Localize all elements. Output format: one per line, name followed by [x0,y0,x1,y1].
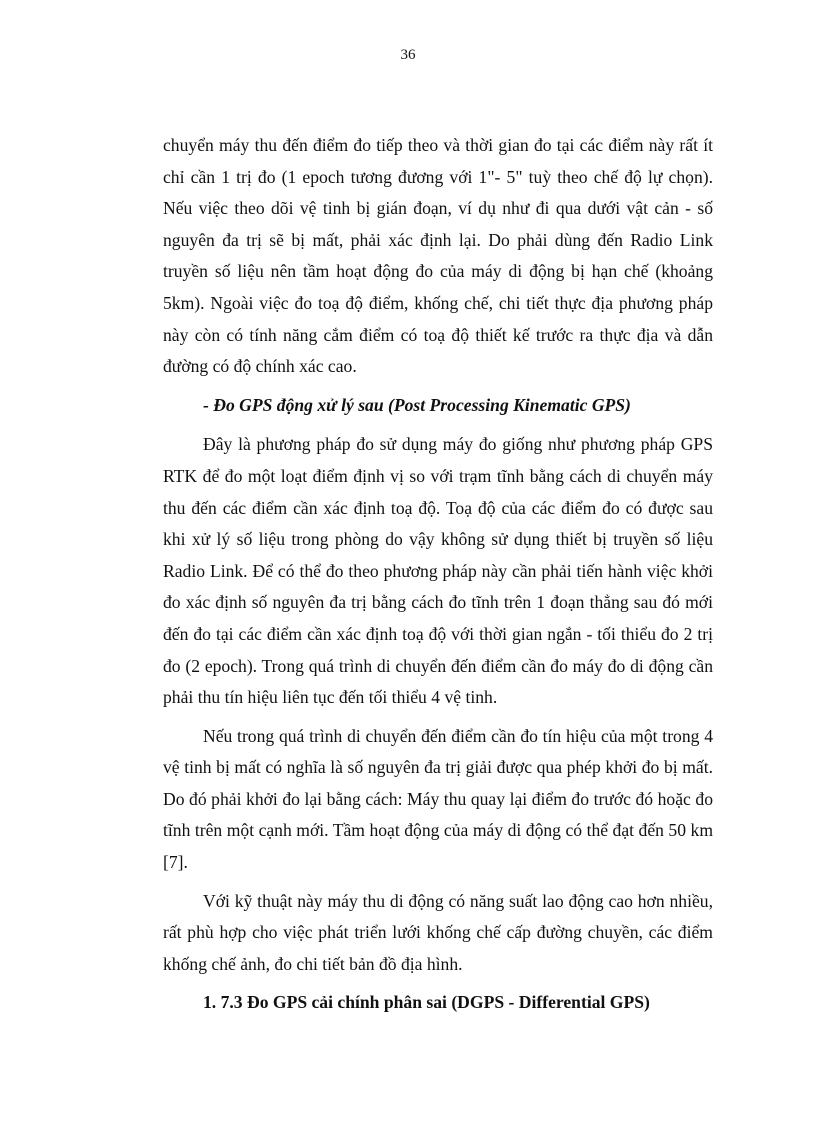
page-number: 36 [400,47,416,63]
section-heading-dgps: 1. 7.3 Đo GPS cải chính phân sai (DGPS - Differential GPS) [203,992,650,1013]
paragraph-continuation: chuyển máy thu đến điểm đo tiếp theo và thời gian đo tại các điểm này rất ít chỉ cần 1 trị đo (1 epoch tương đương với 1"- 5" tuỳ theo chế độ lự chọn). Nếu việc theo dõi vệ tinh bị gián đoạn, ví dụ như đi qua dưới vật cản - số nguyên đa trị sẽ bị mất, phải xác định lại. Do phải dùng đến Radio Link truyền số liệu nên tầm hoạt động đo của máy di động bị hạn chế (khoảng 5km). Ngoài việc đo toạ độ điểm, khống chế, chi tiết thực địa phương pháp này còn có tính năng cắm điểm có toạ độ thiết kế trước ra thực địa và dẫn đường có độ chính xác cao. [163,135,713,377]
subheading-post-processing-kinematic: - Đo GPS động xử lý sau (Post Processing Kinematic GPS) [203,394,631,415]
paragraph-method-description: Đây là phương pháp đo sử dụng máy đo giống như phương pháp GPS RTK để đo một loạt điểm định vị so với trạm tĩnh bằng cách di chuyển máy thu đến các điểm cần xác định toạ độ. Toạ độ của các điểm đo có được sau khi xử lý số liệu trong phòng do vậy không sử dụng thiết bị truyền số liệu Radio Link. Để có thể đo theo phương pháp này cần phải tiến hành việc khởi đo xác định số nguyên đa trị bằng cách đo tĩnh trên 1 đoạn thẳng sau đó mới đến đo tại các điểm cần xác định toạ độ với thời gian ngắn - tối thiểu đo 2 trị đo (2 epoch). Trong quá trình di chuyển đến điểm cần đo máy đo di động cần phải thu tín hiệu liên tục đến tối thiểu 4 vệ tinh. [163,434,713,708]
body-text [163,130,713,1019]
paragraph-productivity: Với kỹ thuật này máy thu di động có năng suất lao động cao hơn nhiều, rất phù hợp cho việc phát triển lưới khống chế cấp đường chuyền, các điểm khống chế ảnh, đo chi tiết bản đồ địa hình. [163,890,713,974]
paragraph-signal-loss: Nếu trong quá trình di chuyển đến điểm cần đo tín hiệu của một trong 4 vệ tinh bị mất có nghĩa là số nguyên đa trị giải được qua phép khởi đo bị mất. Do đó phải khởi đo lại bằng cách: Máy thu quay lại điểm đo trước đó hoặc đo tĩnh trên một cạnh mới. Tầm hoạt động của máy di động có thể đạt đến 50 km [7]. [163,725,713,873]
